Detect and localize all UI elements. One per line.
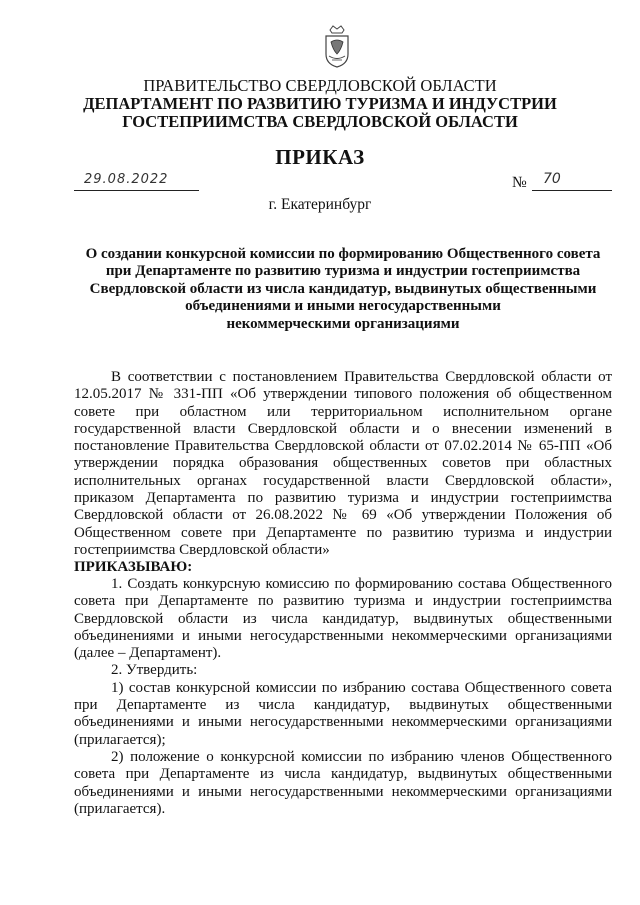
subject-line: О создании конкурсной комиссии по формированию Общественного совета xyxy=(85,246,601,262)
order-item-2-2: 2) положение о конкурсной комиссии по избранию членов Общественного совета при Департаменте из числа кандидатур, выдвинутых общественными объединениями и иными негосударственными некоммерческими организациями (прилагается). xyxy=(74,748,612,817)
orders-label: ПРИКАЗЫВАЮ: xyxy=(74,559,193,575)
document-type: ПРИКАЗ xyxy=(275,145,365,169)
order-items xyxy=(74,576,612,818)
preamble-paragraph: В соответствии с постановлением Правительства Свердловской области от 12.05.2017 № 331-ПП «Об утверждении типового положения об общественном совете при областном или территориальном исполнительном органе государственной власти Свердловской области и о внесении изменений в постановление Правительства Свердловской области от 07.02.2014 № 65-ПП «Об утверждении порядка образования общественных советов при областных исполнительных органах государственной власти Свердловской области», приказом Департамента по развитию туризма и индустрии гостеприимства Свердловской области от 26.08.2022 № 69 «Об утверждении Положения об Общественном совете при Департаменте по развитию туризма и индустрии гостеприимства Свердловской области» xyxy=(74,369,612,558)
department-name-line1: ДЕПАРТАМЕНТ ПО РАЗВИТИЮ ТУРИЗМА И ИНДУСТРИИ xyxy=(83,94,557,113)
government-name: ПРАВИТЕЛЬСТВО СВЕРДЛОВСКОЙ ОБЛАСТИ xyxy=(143,76,497,95)
city: г. Екатеринбург xyxy=(268,196,372,213)
subject-line: при Департаменте по развитию туризма и индустрии гостеприимства xyxy=(105,263,581,280)
handwritten-number: 70 xyxy=(543,171,561,187)
coat-of-arms-icon xyxy=(322,24,352,68)
handwritten-date: 29.08.2022 xyxy=(84,172,169,187)
number-label: № xyxy=(512,174,527,191)
order-item-2: 2. Утвердить: xyxy=(111,662,198,679)
document-subject xyxy=(74,246,612,333)
order-item-1: 1. Создать конкурсную комиссию по формированию состава Общественного совета при Департаменте по развитию туризма и индустрии гостеприимства Свердловской области из числа кандидатур, выдвинутых общественными объединениями и иными негосударственными некоммерческими организациями (далее – Департамент). xyxy=(74,576,612,662)
subject-line: объединениями и иными негосударственными xyxy=(185,298,501,315)
number-underline xyxy=(532,190,612,191)
preamble xyxy=(74,369,612,559)
order-item-2-1: 1) состав конкурсной комиссии по избранию состава Общественного совета при Департаменте из числа кандидатур, выдвинутых общественными объединениями и иными негосударственными некоммерческими организациями (прилагается); xyxy=(74,679,612,748)
subject-line: Свердловской области из числа кандидатур, выдвинутых общественными xyxy=(89,280,597,297)
department-name-line2: ГОСТЕПРИИМСТВА СВЕРДЛОВСКОЙ ОБЛАСТИ xyxy=(122,112,518,131)
subject-line: некоммерческими организациями xyxy=(226,315,460,332)
date-underline xyxy=(74,190,199,191)
